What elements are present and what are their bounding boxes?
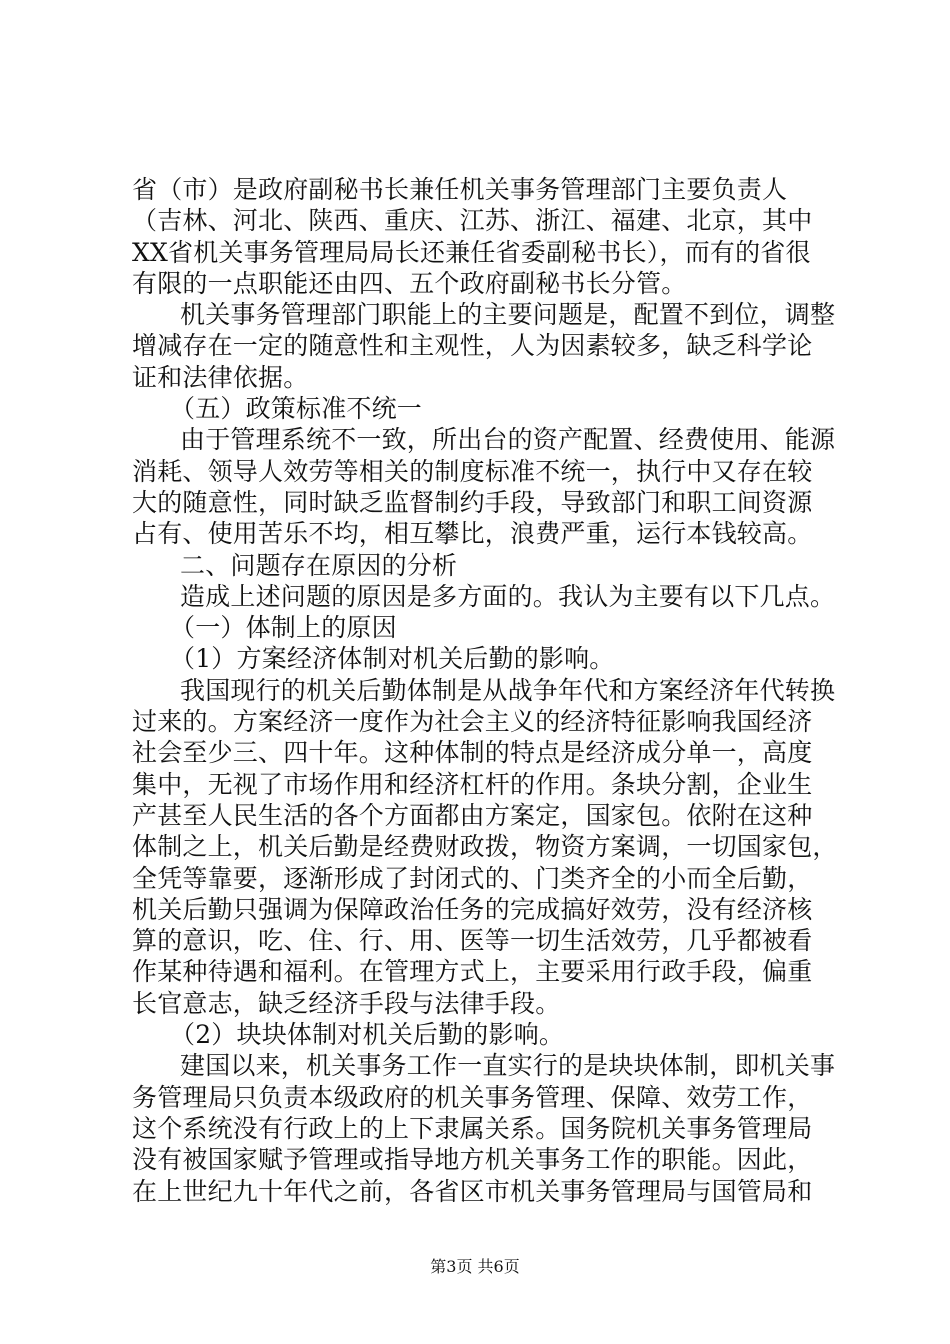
text-line: 长官意志，缺乏经济手段与法律手段。 bbox=[132, 988, 561, 1018]
paragraph-start-line: 机关事务管理部门职能上的主要问题是，配置不到位，调整 bbox=[180, 300, 836, 330]
text-line: XX省机关事务管理局局长还兼任省委副秘书长），而有的省很 bbox=[132, 237, 811, 267]
text-line: 没有被国家赋予管理或指导地方机关事务工作的职能。因此， bbox=[132, 1145, 813, 1175]
text-line: 产甚至人民生活的各个方面都由方案定，国家包。依附在这种 bbox=[132, 800, 813, 830]
text-line: 省（市）是政府副秘书长兼任机关事务管理部门主要负责人 bbox=[132, 175, 788, 204]
paragraph-start-line: 造成上述问题的原因是多方面的。我认为主要有以下几点。 bbox=[180, 581, 836, 611]
body-text bbox=[132, 174, 838, 1207]
section-heading: （五）政策标准不统一 bbox=[170, 394, 423, 424]
section-heading: （一）体制上的原因 bbox=[170, 613, 397, 643]
subsection-heading: （2）块块体制对机关后勤的影响。 bbox=[170, 1020, 565, 1050]
text-line: 在上世纪九十年代之前，各省区市机关事务管理局与国管局和 bbox=[132, 1176, 813, 1206]
subsection-heading: （1）方案经济体制对机关后勤的影响。 bbox=[170, 644, 615, 674]
text-line: 社会至少三、四十年。这种体制的特点是经济成分单一，高度 bbox=[132, 738, 813, 768]
text-line: 有限的一点职能还由四、五个政府副秘书长分管。 bbox=[132, 268, 687, 298]
paragraph-start-line: 建国以来，机关事务工作一直实行的是块块体制，即机关事 bbox=[180, 1051, 836, 1081]
paragraph-start-line: 我国现行的机关后勤体制是从战争年代和方案经济年代转换 bbox=[180, 675, 836, 705]
text-line: 算的意识，吃、住、行、用、医等一切生活效劳，几乎都被看 bbox=[132, 926, 813, 956]
text-line: 消耗、领导人效劳等相关的制度标准不统一，执行中又存在较 bbox=[132, 456, 813, 486]
text-line: 过来的。方案经济一度作为社会主义的经济特征影响我国经济 bbox=[132, 707, 813, 737]
paragraph-start-line: 由于管理系统不一致，所出台的资产配置、经费使用、能源 bbox=[180, 425, 836, 455]
text-line: 增减存在一定的随意性和主观性，人为因素较多，缺乏科学论 bbox=[132, 331, 813, 361]
text-line: 证和法律依据。 bbox=[132, 362, 309, 392]
text-line: 这个系统没有行政上的上下隶属关系。国务院机关事务管理局 bbox=[132, 1113, 813, 1143]
text-line: 务管理局只负责本级政府的机关事务管理、保障、效劳工作， bbox=[132, 1082, 813, 1112]
text-line: （吉林、河北、陕西、重庆、江苏、浙江、福建、北京，其中 bbox=[132, 206, 813, 236]
text-line: 机关后勤只强调为保障政治任务的完成搞好效劳，没有经济核 bbox=[132, 894, 813, 924]
section-heading: 二、问题存在原因的分析 bbox=[180, 550, 458, 580]
text-line: 全凭等靠要，逐渐形成了封闭式的、门类齐全的小而全后勤， bbox=[132, 863, 813, 893]
text-line: 大的随意性，同时缺乏监督制约手段，导致部门和职工间资源 bbox=[132, 487, 813, 517]
text-line: 集中，无视了市场作用和经济杠杆的作用。条块分割，企业生 bbox=[132, 769, 813, 799]
text-line: 体制之上，机关后勤是经费财政拨，物资方案调，一切国家包， bbox=[132, 832, 838, 862]
text-line: 占有、使用苦乐不均，相互攀比，浪费严重，运行本钱较高。 bbox=[132, 519, 813, 549]
page-footer: 第3页 共6页 bbox=[430, 1257, 520, 1276]
text-line: 作某种待遇和福利。在管理方式上，主要采用行政手段，偏重 bbox=[132, 957, 813, 987]
